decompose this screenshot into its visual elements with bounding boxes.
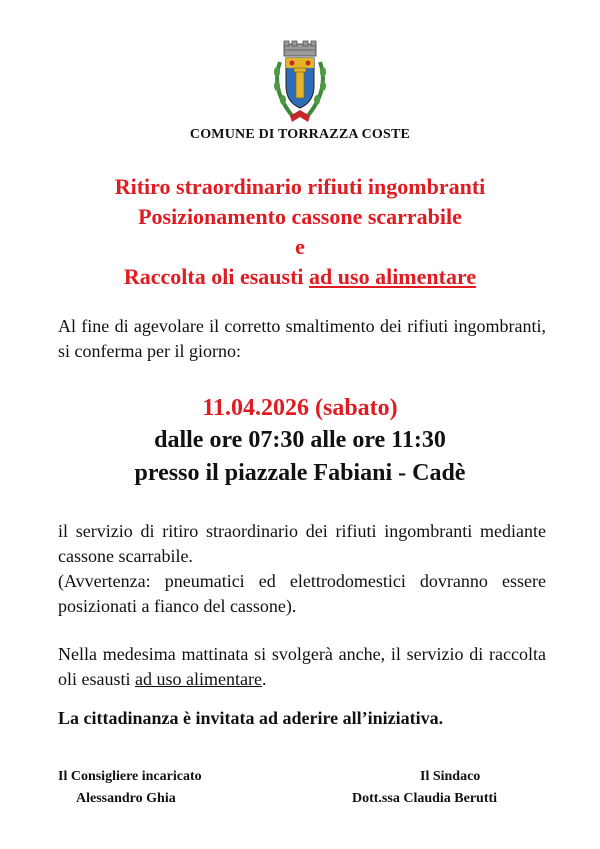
municipality-name: COMUNE DI TORRAZZA COSTE <box>189 127 411 142</box>
mayor-name: Dott.ssa Claudia Berutti <box>352 791 498 806</box>
service-description: il servizio di ritiro straordinario dei rifiuti ingombranti mediante cassone scarrabile. <box>58 521 546 566</box>
event-place: presso il piazzale Fabiani - Cadè <box>134 460 466 486</box>
service-warning: (Avvertenza: pneumatici ed elettrodomestici dovranno essere posizionati a fianco del cassone). <box>58 571 546 616</box>
event-details <box>0 392 600 490</box>
invitation-text: La cittadinanza è invitata ad aderire all’iniziativa. <box>58 708 444 728</box>
event-time: dalle ore 07:30 alle ore 11:30 <box>154 427 446 453</box>
councillor-role: Il Consigliere incaricato <box>58 769 202 784</box>
councillor-name: Alessandro Ghia <box>76 791 176 806</box>
title-line-3: e <box>295 234 305 259</box>
oils-paragraph <box>58 642 546 692</box>
mayor-role: Il Sindaco <box>420 769 481 784</box>
coat-of-arms-icon <box>268 40 332 126</box>
title-line-4 <box>0 262 600 292</box>
signature-councillor <box>58 766 202 810</box>
service-paragraph <box>58 519 546 619</box>
title-line-1: Ritiro straordinario rifiuti ingombranti <box>114 174 486 199</box>
oils-underlined: ad uso alimentare <box>135 669 262 689</box>
title-line-2: Posizionamento cassone scarrabile <box>138 204 462 229</box>
signature-mayor <box>352 766 552 810</box>
title-line-4-underlined: ad uso alimentare <box>309 264 477 289</box>
oils-prefix: Nella medesima mattinata si svolgerà anche, il servizio di raccolta oli esausti <box>58 644 546 689</box>
event-date: 11.04.2026 (sabato) <box>202 395 398 421</box>
intro-paragraph: Al fine di agevolare il corretto smaltimento dei rifiuti ingombranti, si conferma per il giorno: <box>58 316 546 361</box>
notice-title <box>0 172 600 292</box>
title-line-4-prefix: Raccolta oli esausti <box>123 264 310 289</box>
crown-icon <box>284 41 316 56</box>
oils-suffix: . <box>261 669 267 689</box>
